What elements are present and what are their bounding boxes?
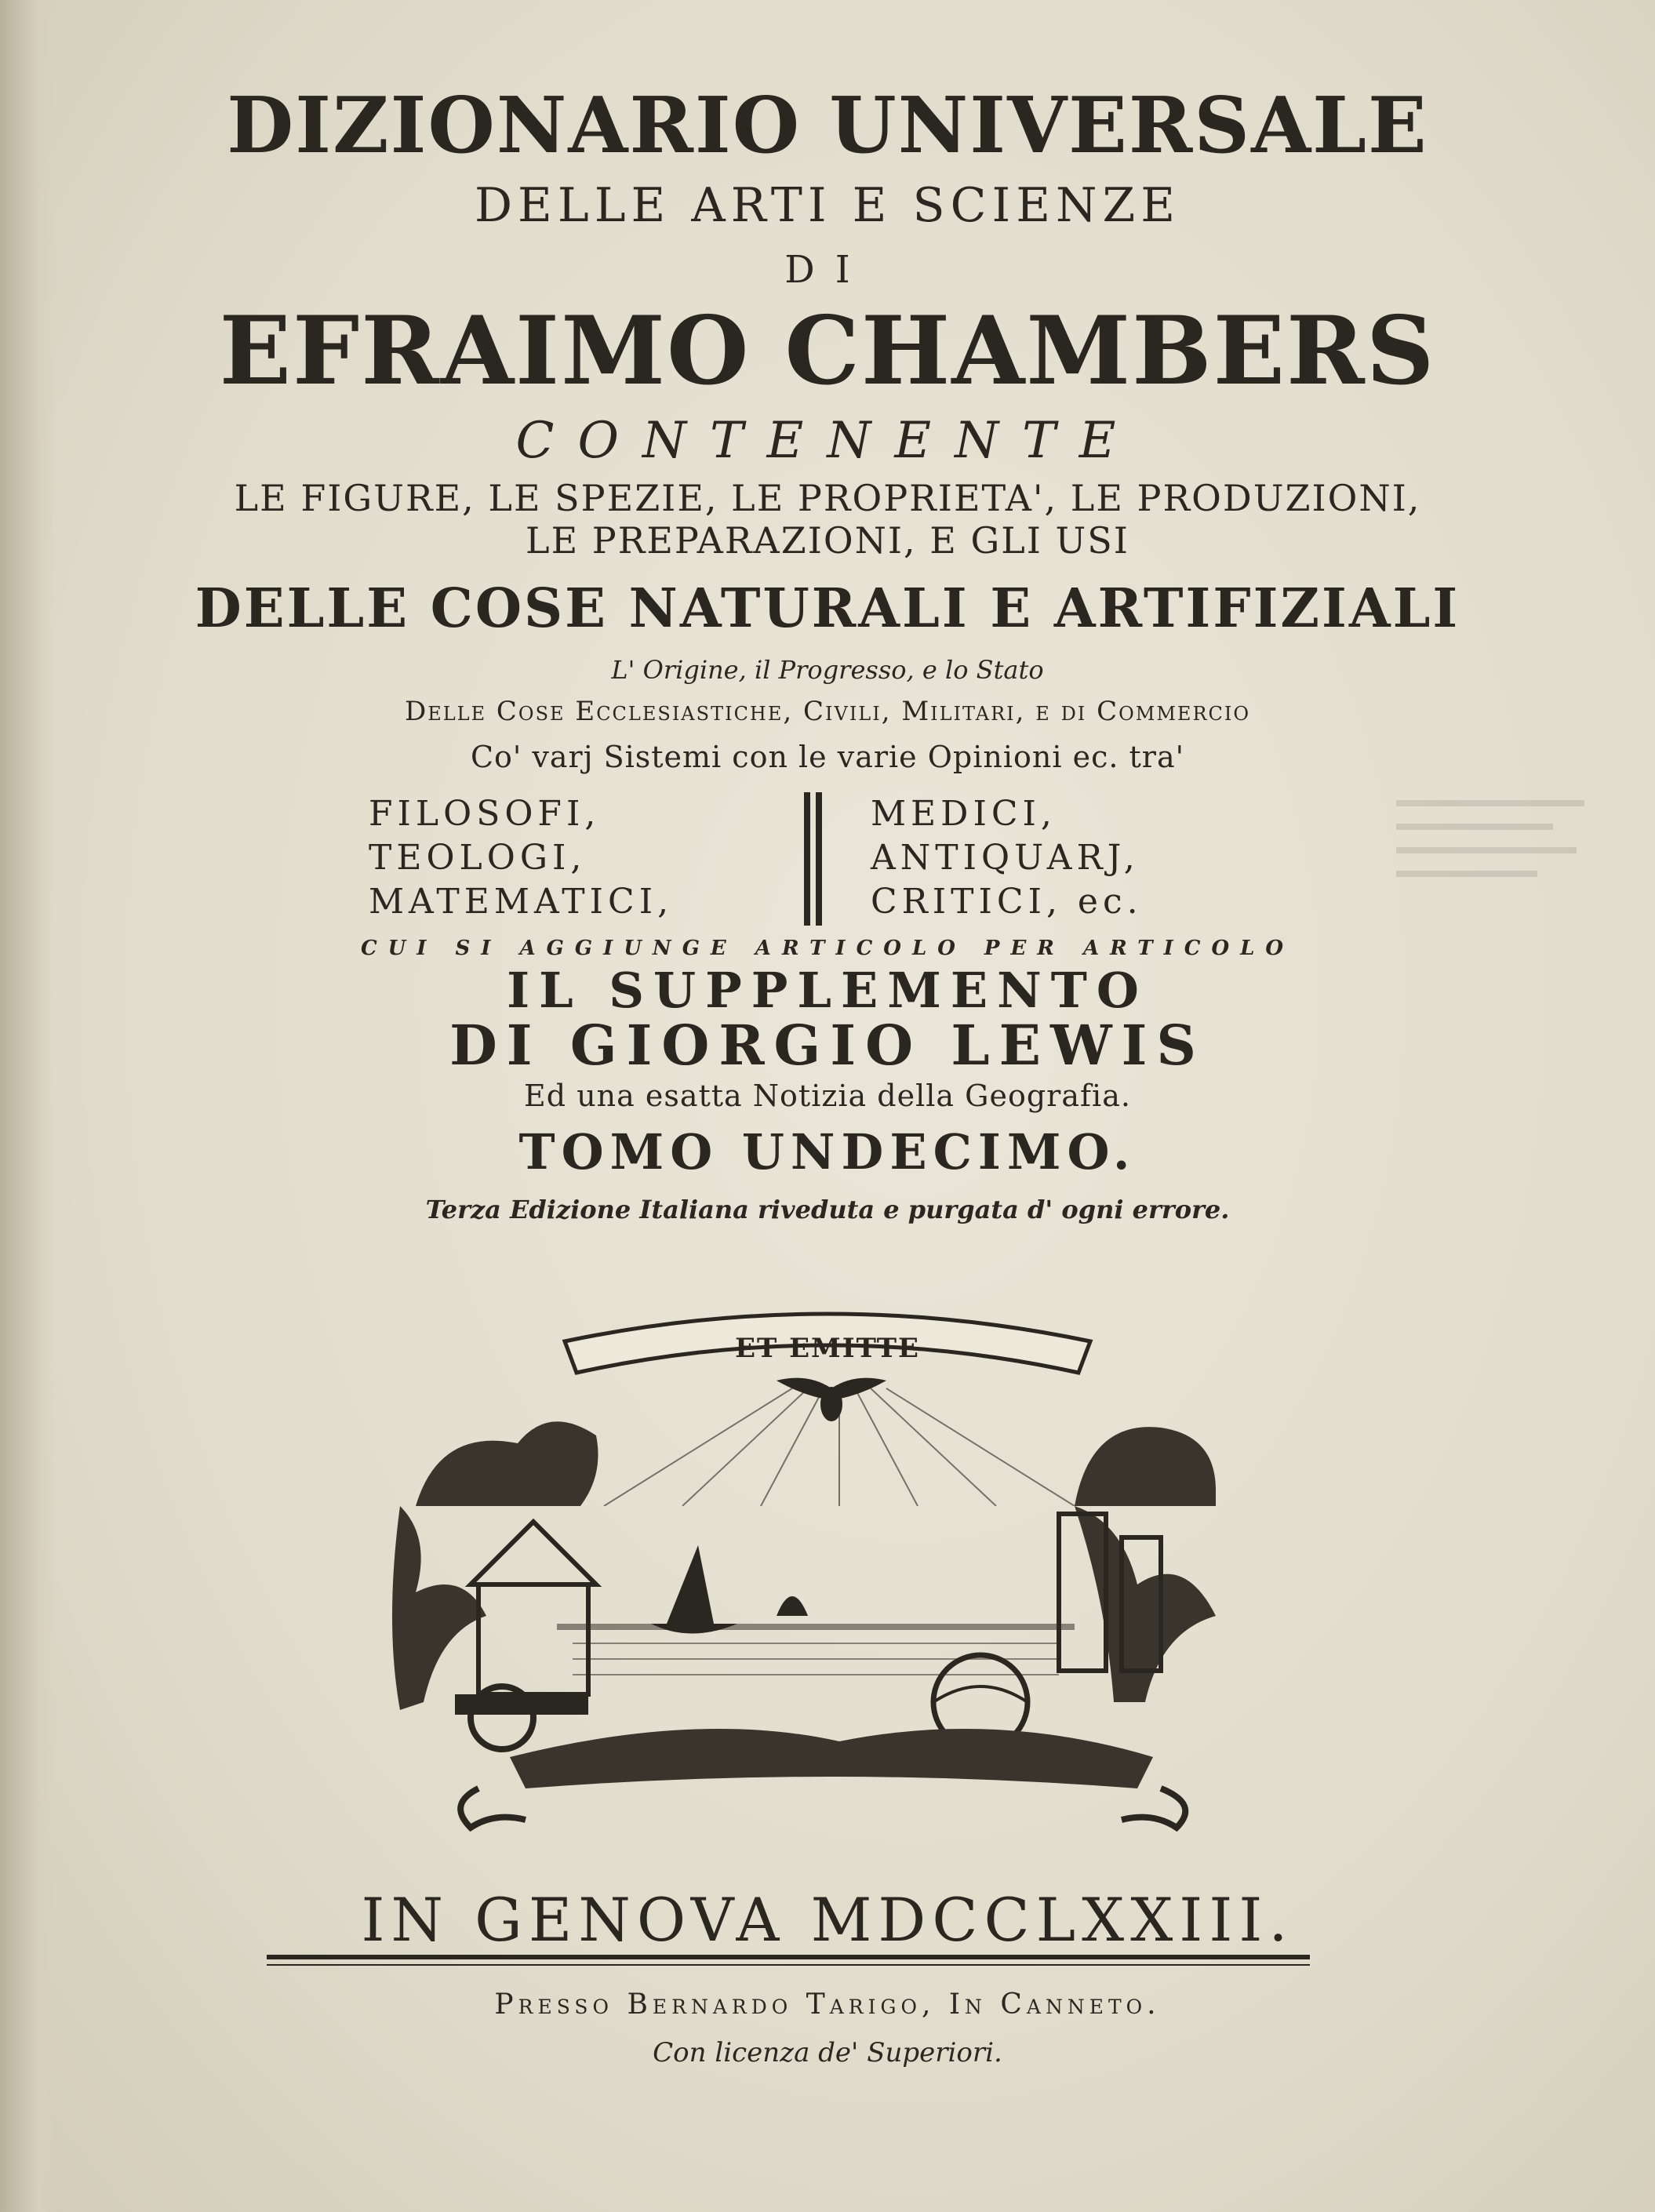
imprint-place: IN GENOVA MDCCLXXIII.	[361, 1885, 1294, 1955]
aggiunge-line: CUI SI AGGIUNGE ARTICOLO PER ARTICOLO	[360, 937, 1295, 960]
disciplines-right-column	[871, 792, 1143, 924]
author-name: EFRAIMO CHAMBERS	[219, 296, 1436, 406]
discipline-item: FILOSOFI,	[369, 794, 601, 834]
cose-line: DELLE COSE NATURALI E ARTIFIZIALI	[195, 577, 1460, 640]
discipline-item: TEOLOGI,	[369, 838, 587, 878]
discipline-item: ANTIQUARJ,	[871, 838, 1140, 878]
title-line-1: DIZIONARIO UNIVERSALE	[227, 81, 1428, 171]
supplemento-line: IL SUPPLEMENTO	[507, 962, 1148, 1019]
engraved-vignette	[369, 1271, 1286, 1506]
ink-show-through	[1388, 784, 1592, 910]
discipline-item: MEDICI,	[871, 794, 1057, 834]
title-line-3: DI	[784, 248, 871, 292]
sistemi-line: Co' varj Sistemi con le varie Opinioni ec. tra'	[470, 740, 1185, 774]
vignette-motto: ET EMITTE	[735, 1333, 920, 1364]
supplement-author: DI GIORGIO LEWIS	[449, 1013, 1206, 1078]
discipline-item: MATEMATICI,	[369, 882, 674, 922]
origine-line: L' Origine, il Progresso, e lo Stato	[611, 655, 1044, 685]
tree-foliage-left	[416, 1421, 598, 1506]
tree-foliage-right	[1075, 1427, 1216, 1506]
title-line-2: DELLE ARTI E SCIENZE	[474, 178, 1181, 233]
column-divider	[804, 792, 810, 926]
volume-number: TOMO UNDECIMO.	[518, 1123, 1137, 1181]
vignette-illustration	[369, 1271, 1286, 1506]
imprint-rule-thin	[267, 1964, 1310, 1966]
disciplines-left-column	[369, 792, 673, 924]
column-divider	[816, 792, 822, 926]
disciplines-columns	[361, 792, 1302, 926]
discipline-item: CRITICI, ec.	[871, 882, 1143, 922]
vignette-lower-scene	[369, 1506, 1286, 1835]
imprint-rule-thick	[267, 1955, 1310, 1959]
preparazioni-line: LE PREPARAZIONI, E GLI USI	[526, 519, 1129, 562]
edition-line: Terza Edizione Italiana riveduta e purgata d' ogni errore.	[425, 1195, 1230, 1224]
license-line: Con licenza de' Superiori.	[653, 2037, 1002, 2068]
geografia-line: Ed una esatta Notizia della Geografia.	[524, 1079, 1131, 1113]
printer-line: Presso Bernardo Tarigo, In Canneto.	[494, 1988, 1161, 2021]
contenente-line: CONTENENTE	[515, 412, 1140, 470]
figure-line: LE FIGURE, LE SPEZIE, LE PROPRIETA', LE PRODUZIONI,	[234, 477, 1421, 519]
ecclesiastiche-line: Delle Cose Ecclesiastiche, Civili, Militari, e di Commercio	[404, 696, 1251, 727]
